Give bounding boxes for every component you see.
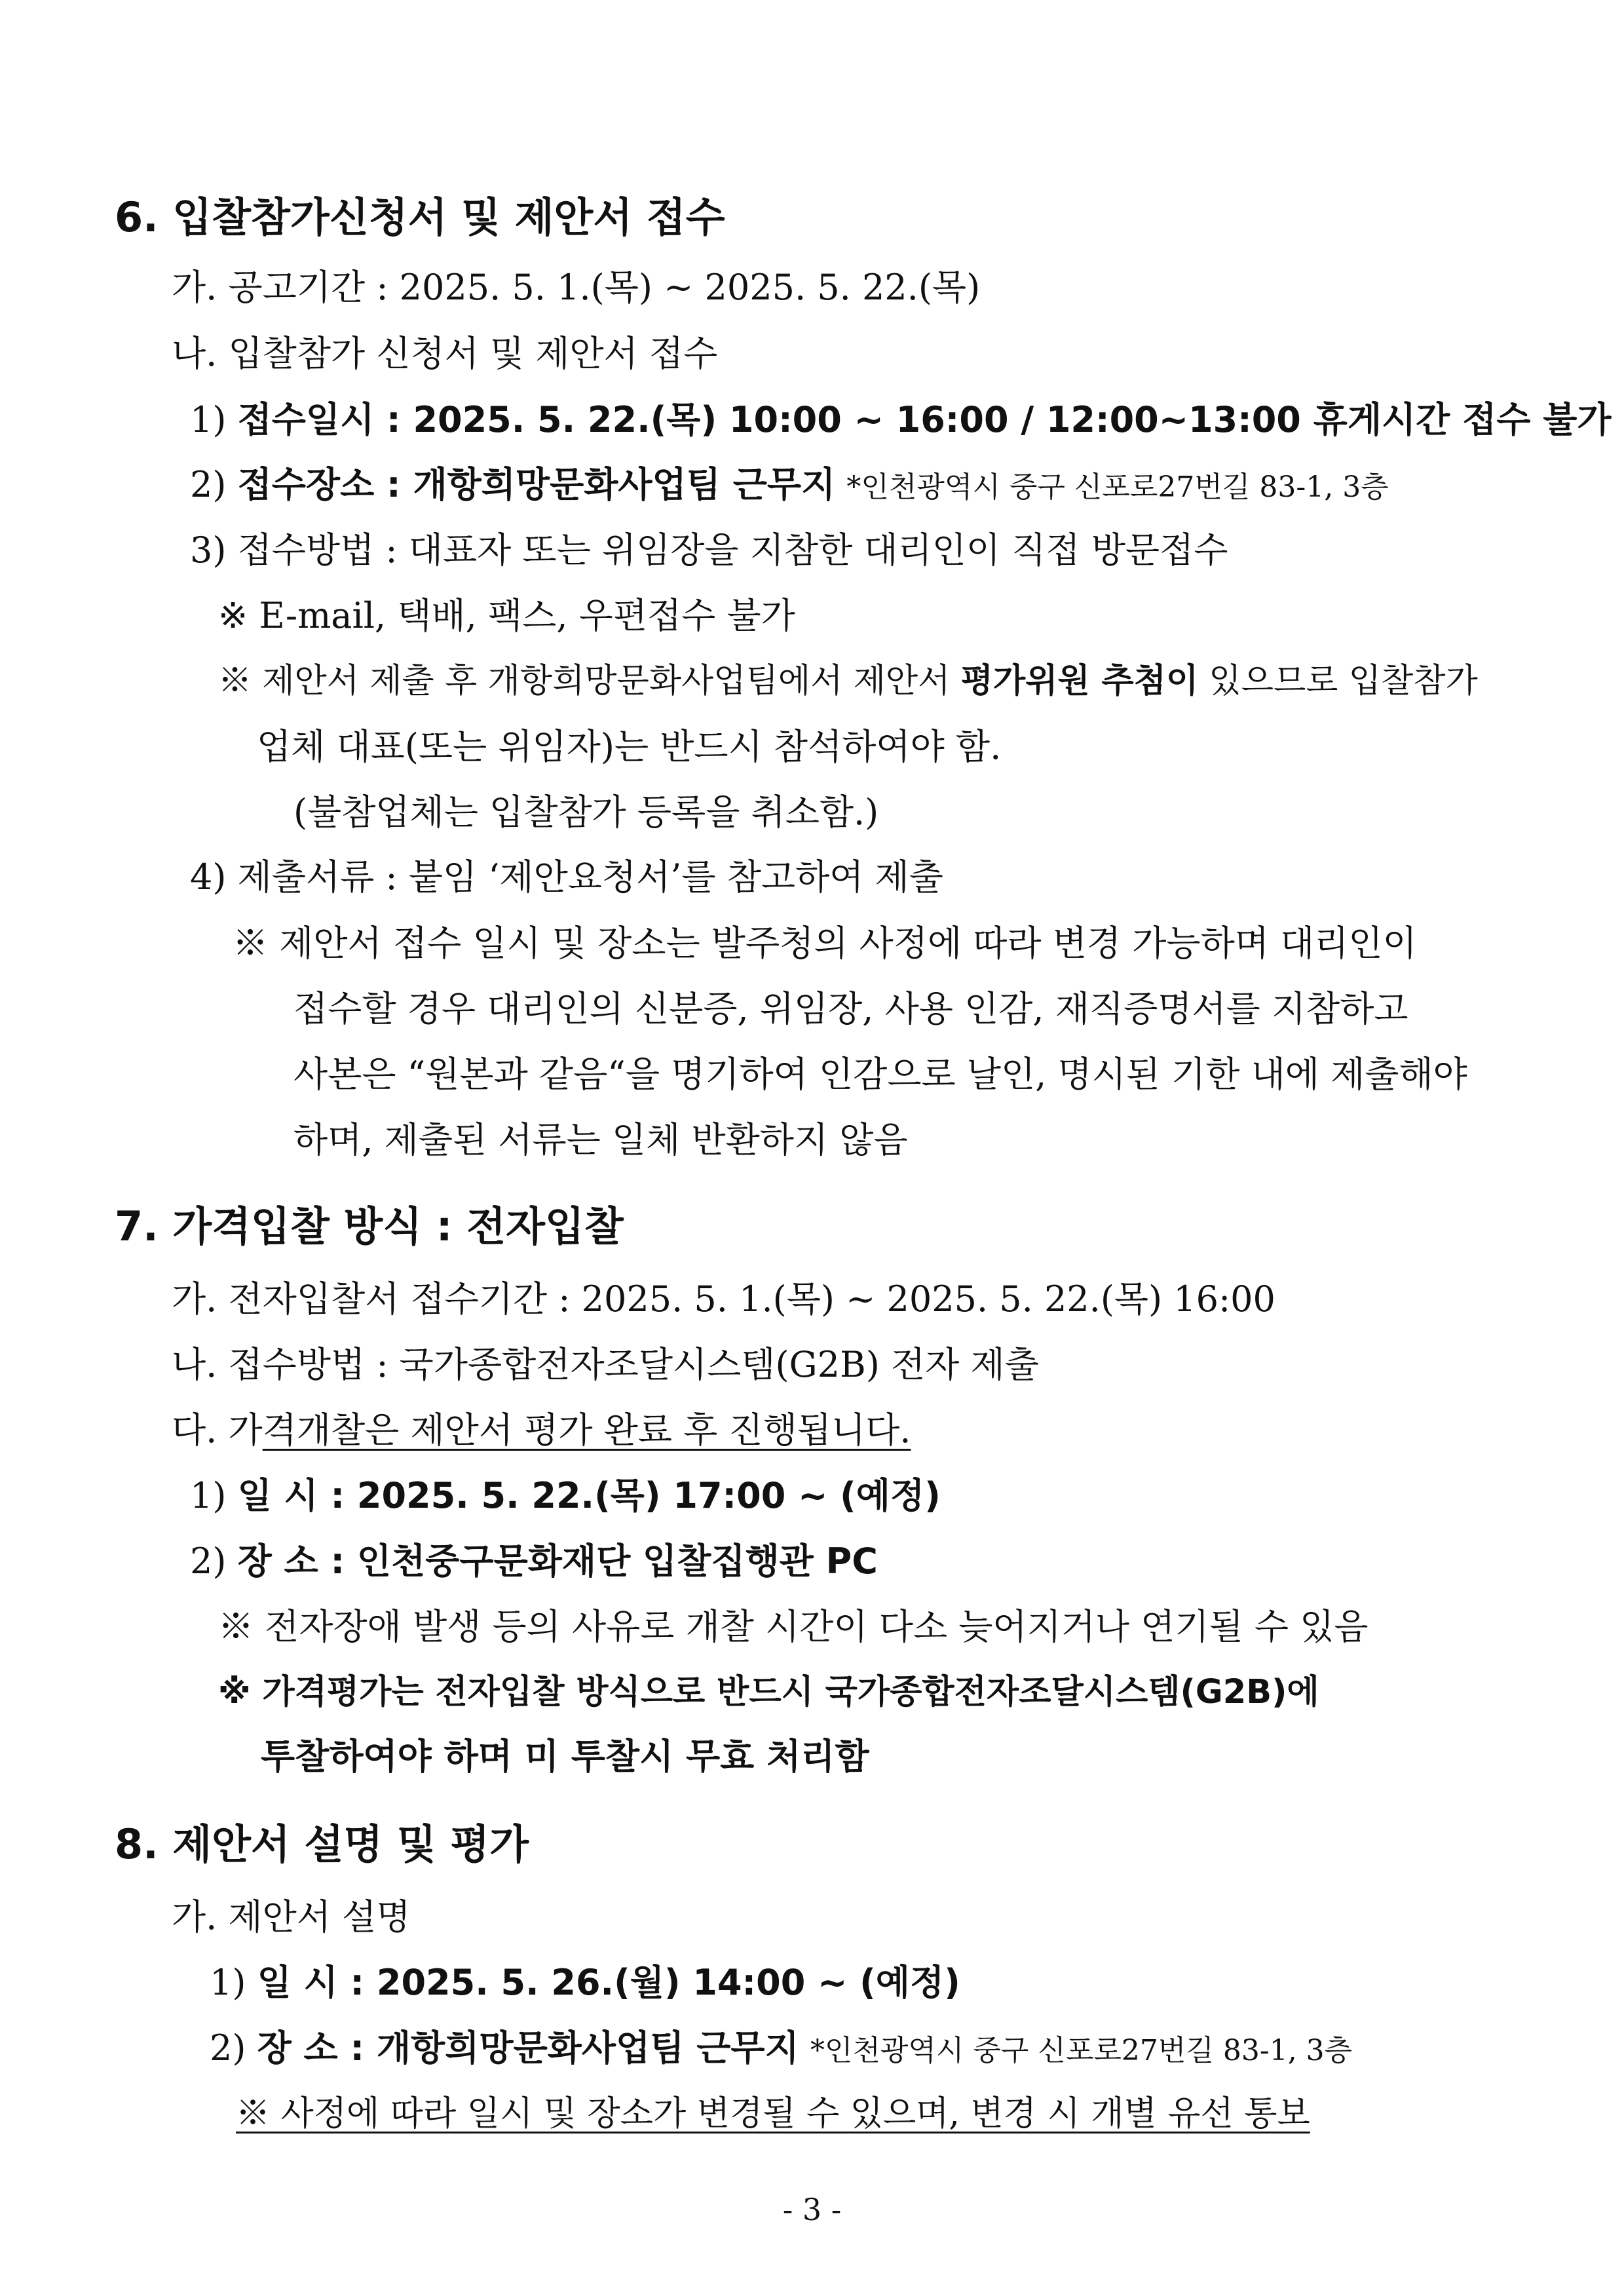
application-receipt-heading: 나. 입찰참가 신청서 및 제안서 접수 xyxy=(172,333,718,374)
briefing-location: 2) 장 소 : 개항희망문화사업팀 근무지 *인천광역시 중구 신포로27번길 83-1, 3층 xyxy=(210,2027,1353,2069)
note-schedule-change: ※ 사정에 따라 일시 및 장소가 변경될 수 있으며, 변경 시 개별 유선 통보 xyxy=(236,2094,1310,2133)
ebid-receipt-period: 가. 전자입찰서 접수기간 : 2025. 5. 1.(목) ~ 2025. 5. 22.(목) 16:00 xyxy=(172,1278,1275,1320)
receipt-method: 3) 접수방법 : 대표자 또는 위임장을 지참한 대리인이 직접 방문접수 xyxy=(190,529,1228,571)
note-evaluator-lottery-line3: (불참업체는 입찰참가 등록을 취소함.) xyxy=(293,792,879,833)
section-7-title: 7. 가격입찰 방식 : 전자입찰 xyxy=(115,1202,624,1250)
announcement-period: 가. 공고기간 : 2025. 5. 1.(목) ~ 2025. 5. 22.(목) xyxy=(172,267,981,308)
receipt-location: 2) 접수장소 : 개항희망문화사업팀 근무지 *인천광역시 중구 신포로27번길 83-1, 3층 xyxy=(190,464,1389,505)
price-opening-note: 다. 가격개찰은 제안서 평가 완료 후 진행됩니다. xyxy=(172,1409,911,1451)
note-agent-line1: ※ 제안서 접수 일시 및 장소는 발주청의 사정에 따라 변경 가능하며 대리인이 xyxy=(233,923,1417,964)
note-evaluator-lottery-line2: 업체 대표(또는 위임자)는 반드시 참석하여야 함. xyxy=(257,726,1002,767)
opening-datetime: 1) 일 시 : 2025. 5. 22.(목) 17:00 ~ (예정) xyxy=(190,1475,941,1516)
opening-location: 2) 장 소 : 인천중구문화재단 입찰집행관 PC xyxy=(190,1540,878,1582)
section-8-title: 8. 제안서 설명 및 평가 xyxy=(115,1820,529,1868)
note-electronic-failure: ※ 전자장애 발생 등의 사유로 개찰 시간이 다소 늦어지거나 연기될 수 있음 xyxy=(218,1606,1369,1647)
note-g2b-required-line2: 투찰하여야 하며 미 투찰시 무효 처리함 xyxy=(261,1736,869,1777)
note-agent-line4: 하며, 제출된 서류는 일체 반환하지 않음 xyxy=(293,1119,908,1160)
note-no-email: ※ E-mail, 택배, 팩스, 우편접수 불가 xyxy=(218,595,795,636)
section-6-title: 6. 입찰참가신청서 및 제안서 접수 xyxy=(115,193,725,241)
note-agent-line3: 사본은 “원본과 같음“을 명기하여 인감으로 날인, 명시된 기한 내에 제출해야 xyxy=(293,1054,1467,1095)
receipt-datetime: 1) 접수일시 : 2025. 5. 22.(목) 10:00 ~ 16:00 / 12:00~13:00 휴게시간 접수 불가 xyxy=(190,399,1612,440)
ebid-method: 나. 접수방법 : 국가종합전자조달시스템(G2B) 전자 제출 xyxy=(172,1344,1039,1385)
note-agent-line2: 접수할 경우 대리인의 신분증, 위임장, 사용 인감, 재직증명서를 지참하고 xyxy=(293,988,1408,1029)
proposal-briefing-heading: 가. 제안서 설명 xyxy=(172,1896,411,1938)
note-g2b-required: ※ 가격평가는 전자입찰 방식으로 반드시 국가종합전자조달시스템(G2B)에 xyxy=(218,1673,1319,1712)
submission-documents: 4) 제출서류 : 붙임 ‘제안요청서’를 참고하여 제출 xyxy=(190,856,943,898)
note-evaluator-lottery: ※ 제안서 제출 후 개항희망문화사업팀에서 제안서 평가위원 추첨이 있으므로 입찰참가 xyxy=(218,662,1478,700)
briefing-datetime: 1) 일 시 : 2025. 5. 26.(월) 14:00 ~ (예정) xyxy=(210,1962,960,2003)
page-number: - 3 - xyxy=(782,2192,842,2227)
